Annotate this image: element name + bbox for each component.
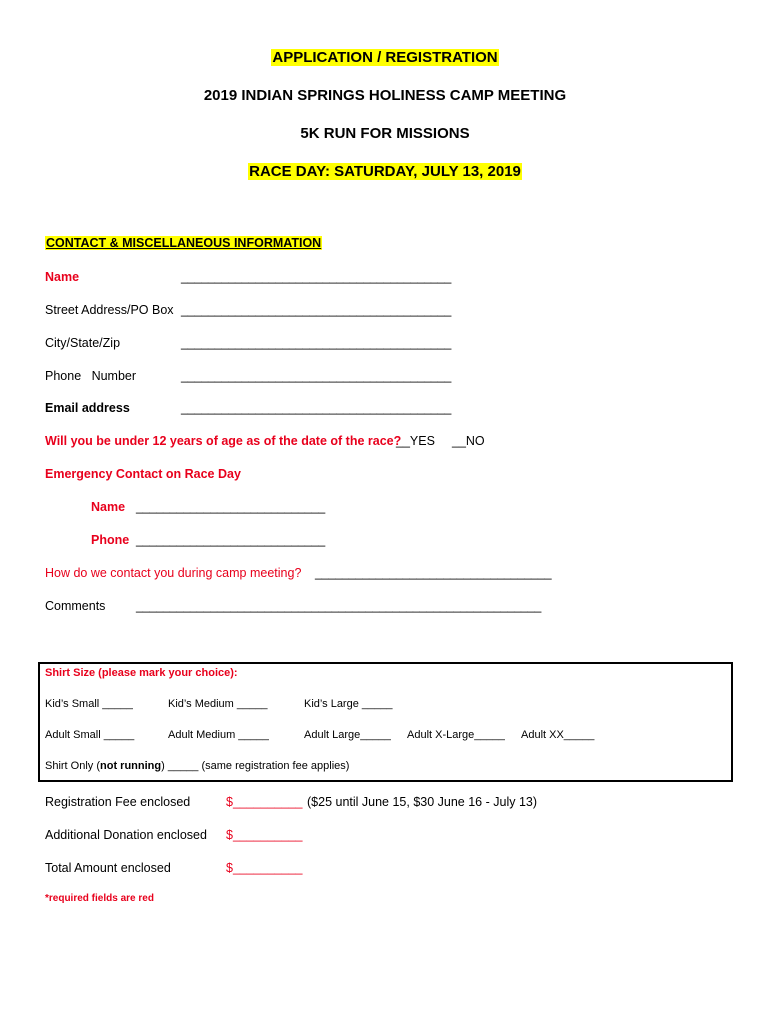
street-label: Street Address/PO Box (45, 303, 174, 317)
registration-fee-note: ($25 until June 15, $30 June 16 - July 13) (307, 795, 538, 809)
city-field[interactable]: ________________________________________ (181, 336, 452, 350)
under12-no-option[interactable]: __NO (452, 434, 485, 448)
comments-field[interactable]: ____________________________________________________________ (136, 599, 542, 613)
email-label: Email address (45, 401, 130, 415)
donation-field[interactable]: $__________ (226, 828, 303, 842)
contact-question: How do we contact you during camp meeting? (45, 566, 302, 580)
name-field[interactable]: ________________________________________ (181, 270, 452, 284)
shirt-option-kids-small[interactable]: Kid’s Small _____ (45, 698, 133, 710)
shirt-option-kids-medium[interactable]: Kid’s Medium _____ (168, 698, 268, 710)
event-name: 2019 INDIAN SPRINGS HOLINESS CAMP MEETING (203, 87, 567, 104)
under12-question: Will you be under 12 years of age as of the date of the race? (45, 434, 402, 448)
emergency-phone-label: Phone (91, 533, 130, 547)
total-field[interactable]: $__________ (226, 861, 303, 875)
total-label: Total Amount enclosed (45, 861, 171, 875)
form-title: APPLICATION / REGISTRATION (272, 49, 498, 66)
emergency-name-field[interactable]: ____________________________ (136, 500, 326, 514)
shirt-size-title: Shirt Size (please mark your choice): (45, 667, 238, 679)
phone-label: Phone Number (45, 369, 137, 383)
city-label: City/State/Zip (45, 336, 121, 350)
contact-field[interactable]: ___________________________________ (315, 566, 552, 580)
registration-fee-field[interactable]: $__________ (226, 795, 303, 809)
phone-field[interactable]: ________________________________________ (181, 369, 452, 383)
shirt-option-adult-medium[interactable]: Adult Medium _____ (168, 729, 269, 741)
emergency-name-label: Name (91, 500, 126, 514)
race-day: RACE DAY: SATURDAY, JULY 13, 2019 (249, 163, 521, 180)
emergency-phone-field[interactable]: ____________________________ (136, 533, 326, 547)
shirt-option-adult-large[interactable]: Adult Large_____ (304, 729, 391, 741)
run-name: 5K RUN FOR MISSIONS (300, 125, 470, 142)
shirt-option-adult-small[interactable]: Adult Small _____ (45, 729, 135, 741)
emergency-title: Emergency Contact on Race Day (45, 467, 241, 481)
shirt-option-adult-xlarge[interactable]: Adult X-Large_____ (407, 729, 505, 741)
donation-label: Additional Donation enclosed (45, 828, 207, 842)
email-field[interactable]: ________________________________________ (181, 401, 452, 415)
under12-yes-option[interactable]: __YES (396, 434, 435, 448)
required-footnote: *required fields are red (45, 893, 154, 904)
shirt-option-kids-large[interactable]: Kid’s Large _____ (304, 698, 393, 710)
comments-label: Comments (45, 599, 106, 613)
registration-fee-label: Registration Fee enclosed (45, 795, 191, 809)
street-field[interactable]: ________________________________________ (181, 303, 452, 317)
shirt-only-option[interactable]: Shirt Only (not running) _____ (same registration fee applies) (45, 760, 350, 772)
name-label: Name (45, 270, 80, 284)
section-title: CONTACT & MISCELLANEOUS INFORMATION (46, 236, 322, 250)
shirt-option-adult-xx[interactable]: Adult XX_____ (521, 729, 595, 741)
